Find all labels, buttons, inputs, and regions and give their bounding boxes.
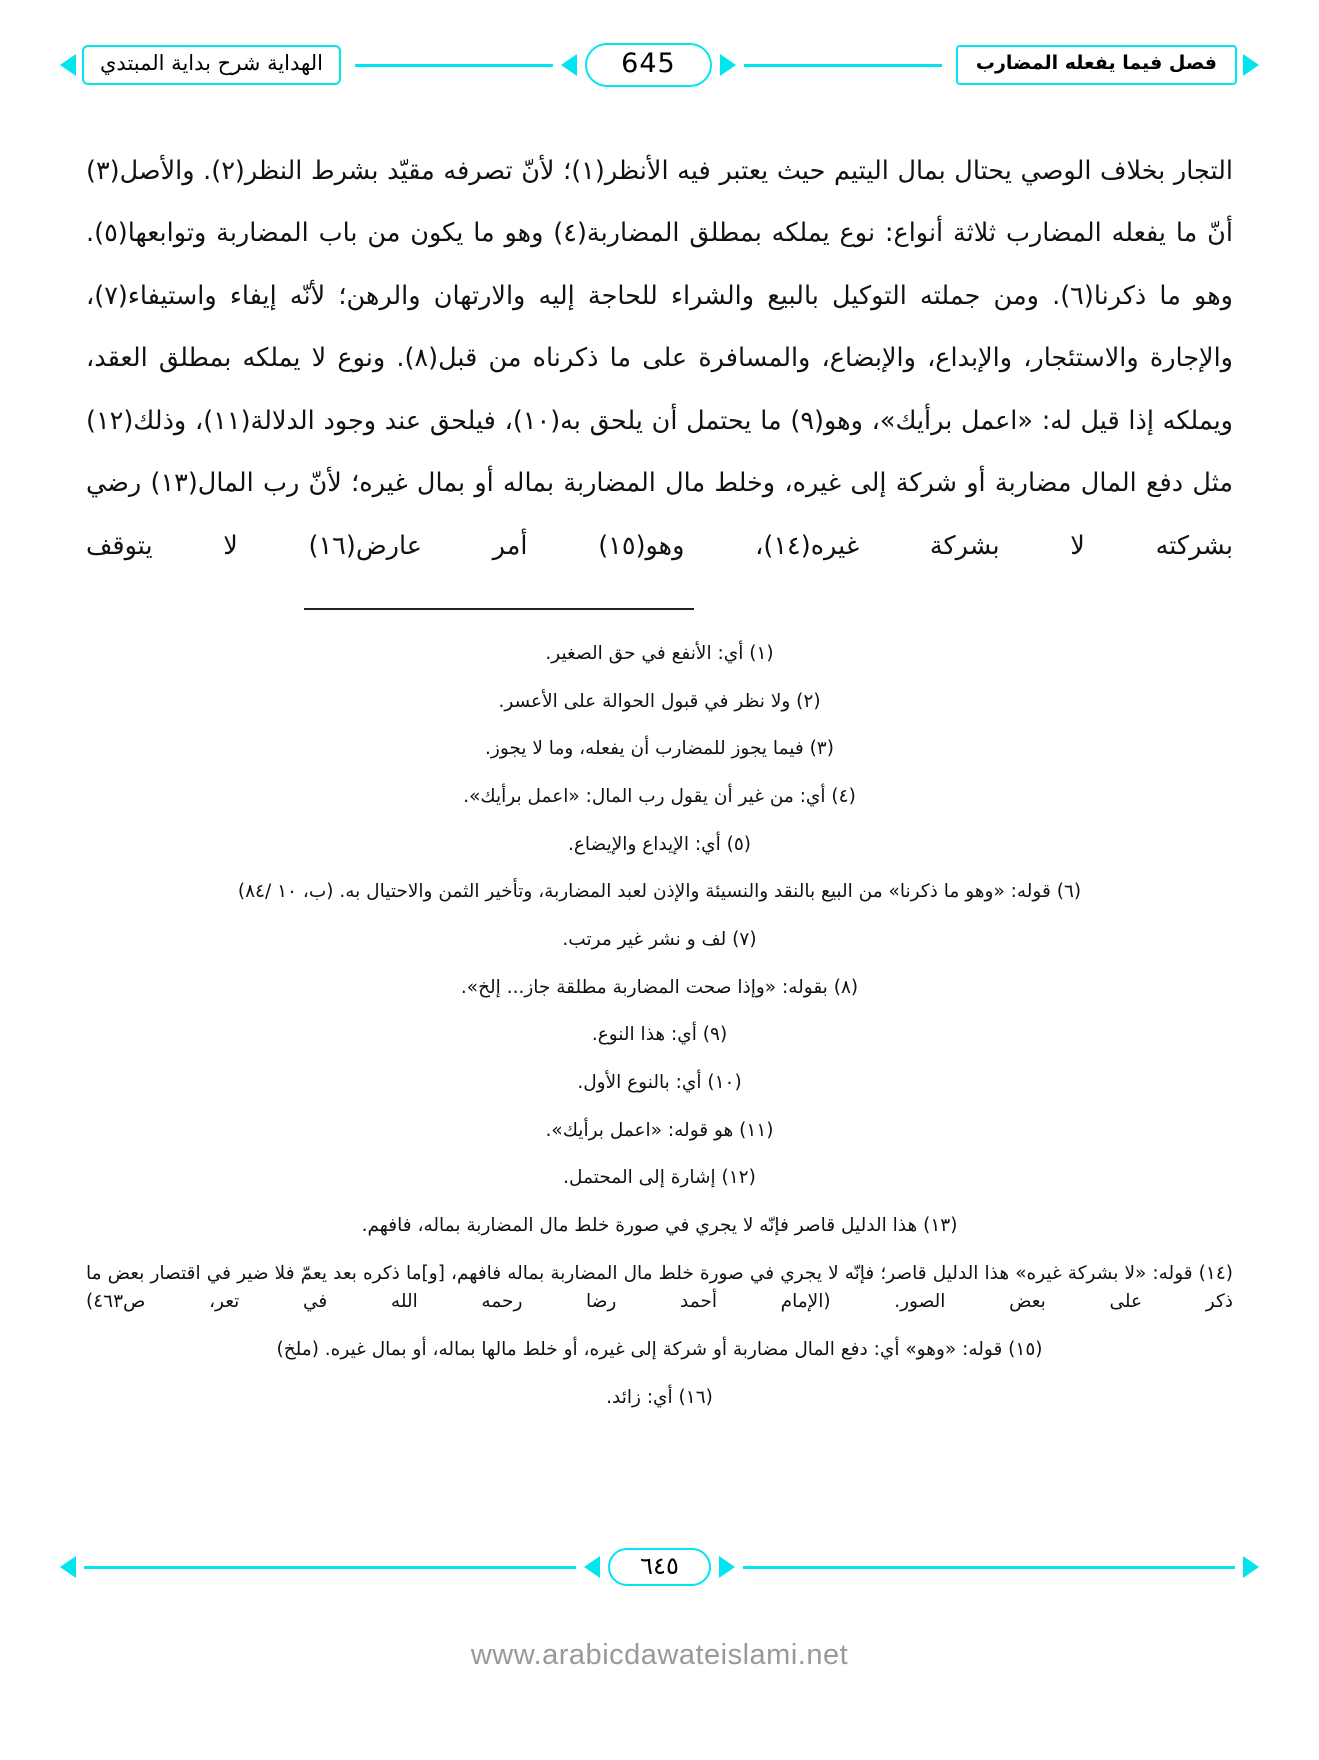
footer-page-number: ٦٤٥ [608, 1548, 711, 1586]
body-paragraph: التجار بخلاف الوصي يحتال بمال اليتيم حيث يعتبر فيه الأنظر(١)؛ لأنّ تصرفه مقيّد بشرط النظر(٢). والأصل(٣) أنّ ما يفعله المضارب ثلاثة أنواع: نوع يملكه بمطلق المضاربة(٤) وهو ما يكون من باب المضاربة وتوابعها(٥). وهو ما ذكرنا(٦). ومن جملته التوكيل بالبيع والشراء للحاجة إليه والارتهان والرهن؛ لأنّه إيفاء واستيفاء(٧)، والإجارة والاستئجار، والإبداع، والإبضاع، والمسافرة على ما ذكرناه من قبل(٨). ونوع لا يملكه بمطلق العقد، ويملكه إذا قيل له: «اعمل برأيك»، وهو(٩) ما يحتمل أن يلحق به(١٠)، فيلحق عند وجود الدلالة(١١)، وذلك(١٢) مثل دفع المال مضاربة أو شركة إلى غيره، وخلط مال المضاربة بماله أو بمال غيره؛ لأنّ رب المال(١٣) رضي بشركته لا بشركة غيره(١٤)، وهو(١٥) أمر عارض(١٦) لا يتوقف [86, 156, 1234, 561]
footnote-item: (١) أي: الأنفع في حق الصغير. [545, 643, 774, 664]
footnote-item: (٨) بقوله: «وإذا صحت المضاربة مطلقة جاز... إلخ». [460, 976, 859, 998]
header-rule-right [744, 64, 942, 67]
footer-arrow-left-icon [60, 1556, 76, 1578]
arrow-left-icon [60, 54, 76, 76]
footnote-item: (١٦) أي: زائد. [606, 1386, 713, 1408]
header-right-group [956, 45, 1259, 85]
header-left-group [60, 45, 341, 85]
footnote-item: (١٠) أي: بالنوع الأول. [577, 1072, 742, 1094]
footnote-item: (٣) فيما يجوز للمضارب أن يفعله، وما لا يجوز. [485, 738, 834, 760]
footnote-separator [304, 608, 694, 610]
footnote-item: (٤) أي: من غير أن يقول رب المال: «اعمل برأيك». [463, 786, 856, 808]
main-body-text [86, 140, 1233, 577]
arrow-right-icon [1243, 54, 1259, 76]
footnote-item: (١١) هو قوله: «اعمل برأيك». [545, 1119, 774, 1141]
footnote-item: (١٥) قوله: «وهو» أي: دفع المال مضاربة أو شركة إلى غيره، أو خلط مالها بماله، أو بمال غيره. (ملخ) [276, 1339, 1043, 1361]
arrow-right-inner-icon [720, 54, 736, 76]
watermark-url: www.arabicdawateislami.net [470, 1639, 849, 1671]
page-header [60, 38, 1259, 92]
page-number-badge: 645 [585, 43, 712, 88]
footnote-item: (١٢) إشارة إلى المحتمل. [563, 1167, 756, 1189]
footer-arrow-right-inner-icon [719, 1556, 735, 1578]
footnote-item: (٩) أي: هذا النوع. [591, 1024, 728, 1046]
arrow-left-inner-icon [561, 54, 577, 76]
footer-arrow-left-inner-icon [584, 1556, 600, 1578]
header-center-group [341, 43, 956, 88]
header-rule-left [355, 64, 553, 67]
footnote-item: (٥) أي: الإيداع والإيضاع. [568, 833, 751, 855]
page-footer [60, 1546, 1259, 1588]
footer-rule-right [743, 1566, 1235, 1569]
footnote-item: (٦) قوله: «وهو ما ذكرنا» من البيع بالنقد والنسيئة والإذن لعبد المضاربة، وتأخير الثمن والاحتيال به. (ب، ١٠ /٨٤) [237, 881, 1082, 903]
footnote-item: (٢) ولا نظر في قبول الحوالة على الأعسر. [498, 690, 821, 712]
footnote-item: (١٤) قوله: «لا بشركة غيره» هذا الدليل قاصر؛ فإنّه لا يجري في صورة خلط مال المضاربة بماله فافهم، [و]ما ذكره بعد يعمّ فلا ضير في اقتصار بعض ما ذكر على بعض الصور. (الإمام أحمد رضا رحمه الله في تعر، ص٤٦٣) [86, 1262, 1233, 1313]
footer-arrow-right-icon [1243, 1556, 1259, 1578]
footnotes-section [86, 640, 1233, 1431]
book-title: الهداية شرح بداية المبتدي [82, 45, 341, 85]
footnote-item: (١٣) هذا الدليل قاصر فإنّه لا يجري في صورة خلط مال المضاربة بماله، فافهم. [361, 1215, 958, 1237]
footer-rule-left [84, 1566, 576, 1569]
chapter-label: فصل فيما يفعله المضارب [956, 45, 1237, 85]
footnote-item: (٧) لف و نشر غير مرتب. [562, 929, 757, 951]
